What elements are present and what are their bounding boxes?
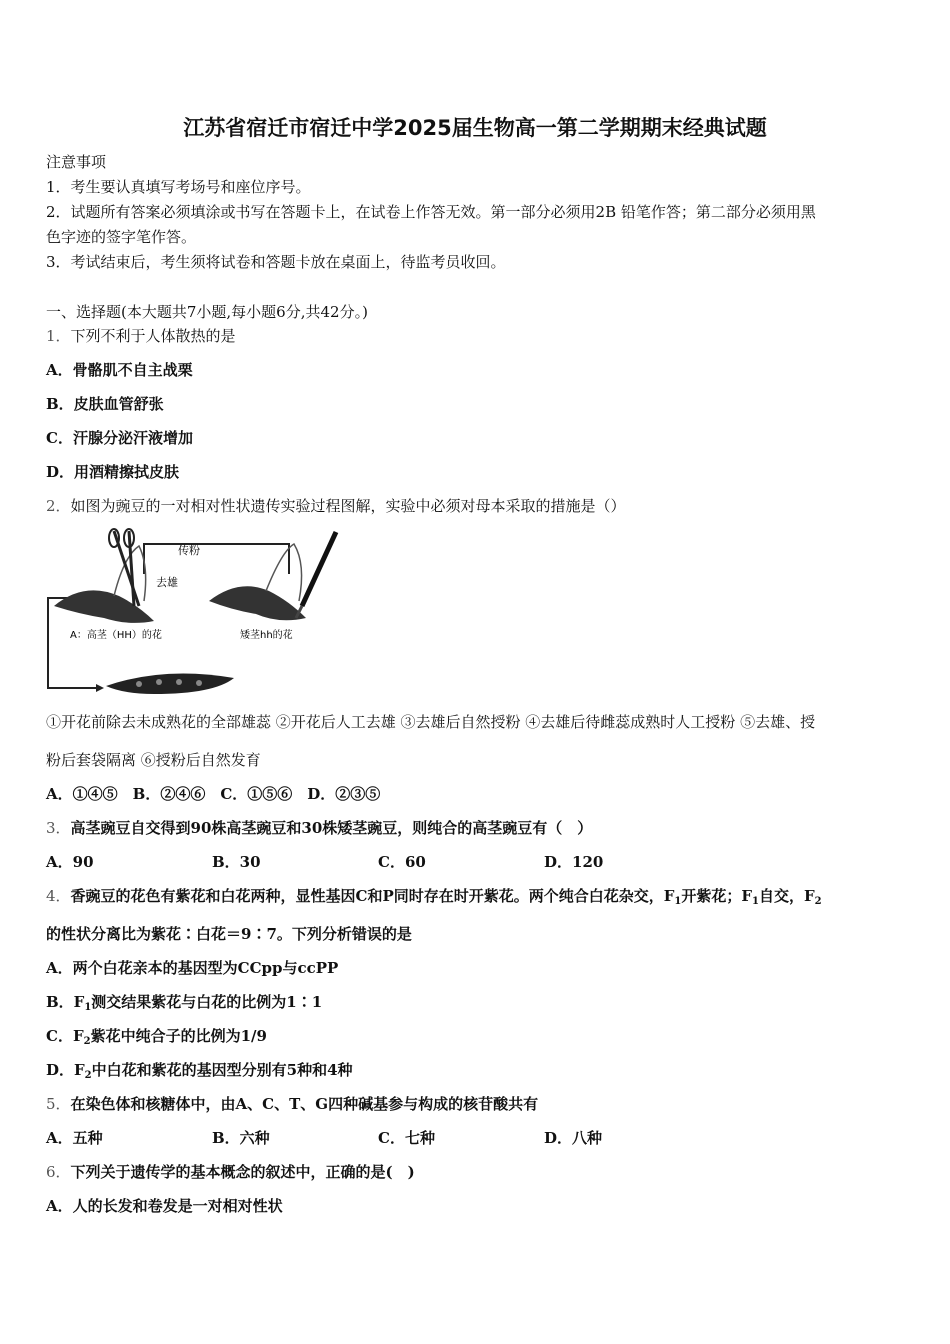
q3-options [46,852,710,872]
pea-pod-icon [106,674,234,695]
question-stem: 下列关于遗传学的基本概念的叙述中，正确的是( ) [70,1163,415,1181]
question-stem: 在染色体和核糖体中，由A、C、T、G四种碱基参与构成的核苷酸共有 [70,1095,539,1113]
question-stem: 高茎豌豆自交得到90株高茎豌豆和30株矮茎豌豆，则纯合的高茎豌豆有（ ） [70,819,593,837]
question-2 [46,496,626,516]
question-number: 1． [46,327,71,345]
q2-options: A．①④⑤ B．②④⑥ C．①⑤⑥ D．②③⑤ [46,785,381,803]
q1-option-b: B．皮肤血管舒张 [46,395,164,413]
q3-option-d: D．120 [544,853,604,871]
q4-option-c [46,1026,267,1052]
notice-item-2-cont: 色字迹的签字笔作答。 [46,228,197,246]
question-number: 3． [46,819,71,837]
q4-option-a: A．两个白花亲本的基因型为CCpp与ccPP [46,959,339,977]
notice-item-3: 3．考试结束后，考生须将试卷和答题卡放在桌面上，待监考员收回。 [46,253,506,271]
notice-item-1: 1．考生要认真填写考场号和座位序号。 [46,178,311,196]
q4-option-b-text: 测交结果紫花与白花的比例为1∶1 [91,993,323,1011]
q4-option-b-prefix: B．F [46,993,85,1011]
q1-option-d: D．用酒精擦拭皮肤 [46,463,180,481]
exam-title: 江苏省宿迁市宿迁中学2025届生物高一第二学期期末经典试题 [183,116,767,140]
q4-option-d [46,1060,353,1086]
q4-option-d-text: 中白花和紫花的基因型分别有5种和4种 [91,1061,353,1079]
q1-option-a: A．骨骼肌不自主战栗 [46,361,193,379]
q4-sub-3: 2 [814,896,822,907]
pea-hybridization-figure [44,526,344,696]
q5-option-c: C．七种 [378,1129,435,1147]
q4-option-b-sub: 1 [84,1002,92,1013]
q5-options [46,1128,710,1148]
question-stem: 如图为豌豆的一对相对性状遗传实验过程图解，实验中必须对母本采取的措施是（） [70,497,626,515]
q4-option-c-sub: 2 [83,1036,91,1047]
q2-choices-line-1: ①开花前除去未成熟花的全部雄蕊 ②开花后人工去雄 ③去雄后自然授粉 ④去雄后待雌蕊成熟时人工授粉 ⑤去雄、授 [46,713,816,731]
q4-stem-line-2: 的性状分离比为紫花∶白花＝9∶7。下列分析错误的是 [46,925,412,943]
question-number: 6． [46,1163,71,1181]
q6-option-a: A．人的长发和卷发是一对相对性状 [46,1197,283,1215]
question-4 [46,886,822,912]
q4-stem-a: 香豌豆的花色有紫花和白花两种，显性基因C和P同时存在时开紫花。两个纯合白花杂交，F [70,887,675,905]
label-emasculate: 去雄 [156,576,178,589]
question-5 [46,1094,538,1114]
q4-stem-e: 自交，F [759,887,815,905]
label-pollinate: 传粉 [178,544,200,557]
q4-option-c-prefix: C．F [46,1027,84,1045]
q3-option-c: C．60 [378,853,426,871]
q5-option-a: A．五种 [46,1129,103,1147]
q5-option-b: B．六种 [212,1129,270,1147]
question-number: 5． [46,1095,71,1113]
notice-item-2: 2．试题所有答案必须填涂或书写在答题卡上，在试卷上作答无效。第一部分必须用2B 铅笔作答；第二部分必须用黑 [46,203,816,221]
q4-option-c-text: 紫花中纯合子的比例为1/9 [90,1027,267,1045]
label-short-flower: 矮茎hh的花 [240,630,293,641]
q4-option-d-sub: 2 [84,1070,92,1081]
notice-heading: 注意事项 [46,153,107,171]
question-6 [46,1162,415,1182]
q1-option-c: C．汗腺分泌汗液增加 [46,429,193,447]
question-number: 2． [46,497,71,515]
section-heading: 一、选择题(本大题共7小题,每小题6分,共42分。) [46,303,368,321]
label-tall-flower: A：高茎（HH）的花 [70,630,162,641]
q4-stem-c: 开紫花；F [681,887,753,905]
question-number: 4． [46,887,71,905]
q4-sub-1: 1 [674,896,682,907]
q4-option-d-prefix: D．F [46,1061,85,1079]
q3-option-b: B．30 [212,853,261,871]
question-1 [46,326,236,346]
question-stem: 下列不利于人体散热的是 [70,327,236,345]
q4-option-b [46,992,322,1018]
q4-sub-2: 1 [752,896,760,907]
q2-choices-line-2: 粉后套袋隔离 ⑥授粉后自然发育 [46,751,261,769]
q3-option-a: A．90 [46,853,94,871]
question-3 [46,818,592,838]
q5-option-d: D．八种 [544,1129,603,1147]
